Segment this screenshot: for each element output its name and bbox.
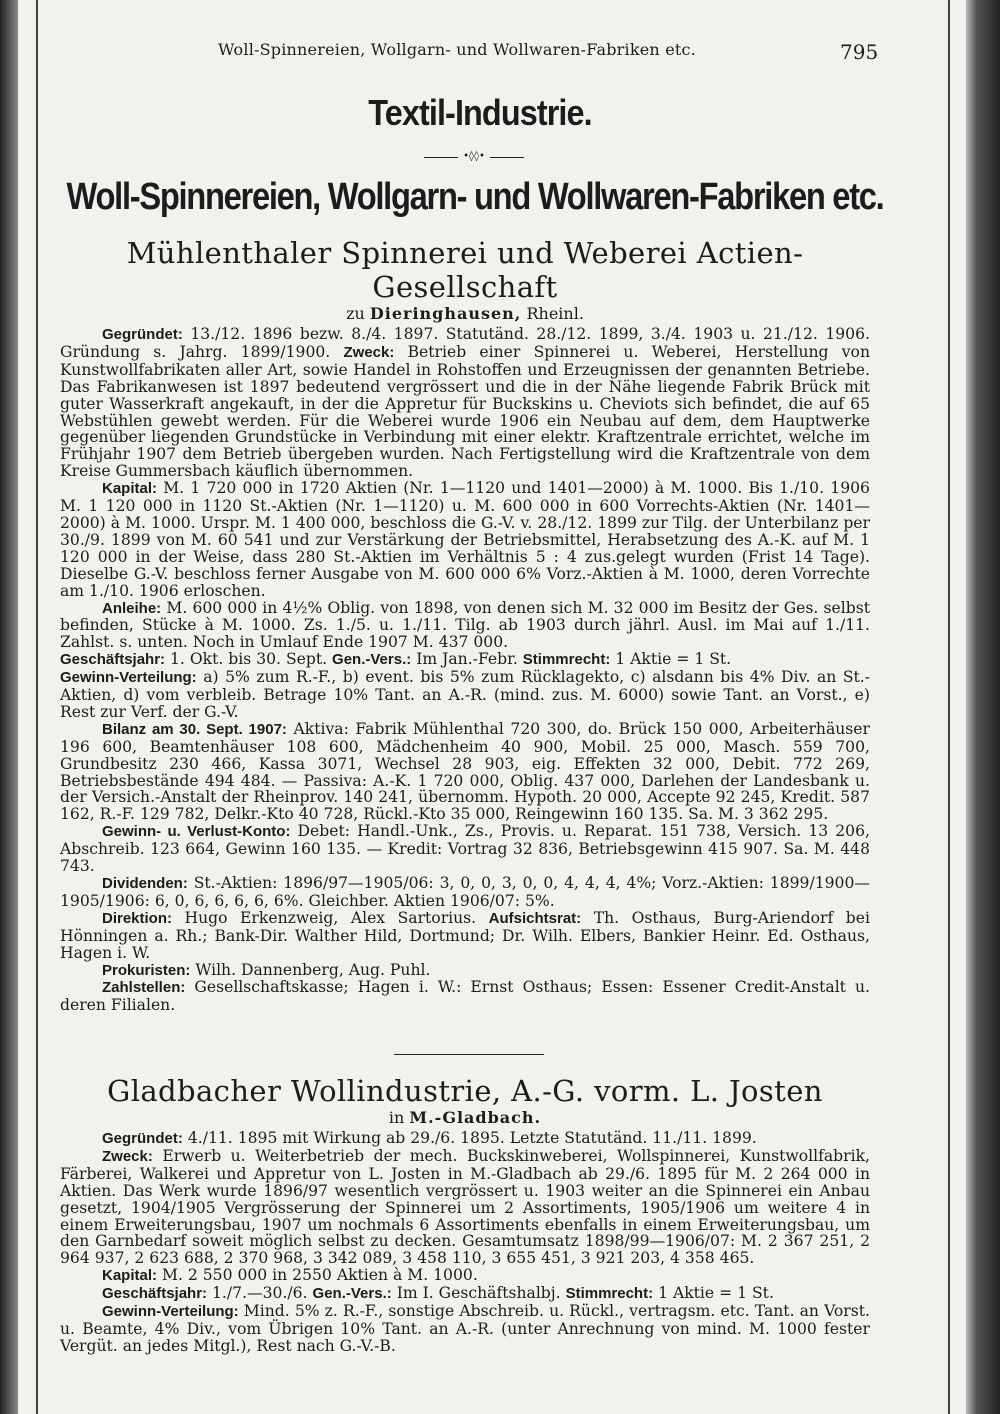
entry-anleihe: Anleihe: M. 600 000 in 4½% Oblig. von 1898, von denen sich M. 32 000 im Besitz der Ges. selbst befinden, Stücke à M. 1000. Zs. 1./5. u. 1./11. Tilg. ab 1903 durch jährl. Ausl. im Mai auf 1./11. Zahlst. s. unten. Noch in Umlauf Ende 1907 M. 437 000. xyxy=(60,598,870,652)
ornament-divider: •◊◊• xyxy=(424,150,524,164)
entry-geschaeftsjahr: Geschäftsjahr: 1. Okt. bis 30. Sept. Gen.-Vers.: Im Jan.-Febr. Stimmrecht: 1 Aktie = 1 St. xyxy=(60,650,732,669)
entry-geschaeftsjahr: Geschäftsjahr: 1./7.—30./6. Gen.-Vers.: Im I. Geschäftshalbj. Stimmrecht: 1 Aktie = 1 St. xyxy=(102,1284,774,1303)
company-name: Mühlenthaler Spinnerei und Weberei Actien-Gesellschaft xyxy=(126,236,804,304)
entry-zweck: Zweck: Erwerb u. Weiterbetrieb der mech. Buckskinweberei, Wollspinnerei, Kunstwollfabrik, Färberei, Walkerei und Appretur von L. Josten in M.-Gladbach ab 29./6. 1895 für M. 2 264 000 in Aktien. Das Werk wurde 1896/97 wesentlich vergrössert u. 1903 weiter an die Spinnerei ein Anbau gesetzt, 1904/1905 Vergrösserung der Spinnerei um 2 Assortiments, 1905/1906 um weitere 4 in einem Erweiterungsbau, 1907 um nochmals 6 Assortiments ebenfalls in einem Erweiterungsbau, um den Garnbedarf soweit möglich selbst zu decken. Gesamtumsatz 1898/99—1906/07: M. 2 367 251, 2 964 937, 2 623 688, 2 370 968, 3 342 089, 3 458 110, 3 655 451, 3 921 203, 4 358 465. xyxy=(60,1146,870,1268)
entry-kapital: Kapital: M. 2 550 000 in 2550 Aktien à M. 1000. xyxy=(102,1266,478,1285)
company-details xyxy=(60,326,870,1014)
entry-gewinn-verteilung: Gewinn-Verteilung: a) 5% zum R.-F., b) event. bis 5% zum Rücklagekto, c) alsdann bis 4% Div. an St.-Aktien, d) vom verbleib. Betrage 10% Tant. an A.-R. (mind. zus. M. 6000) sowie Tant. an Vorst., e) Rest zur Verf. der G.-V. xyxy=(60,668,870,721)
location-suffix: Rheinl. xyxy=(526,304,584,323)
company-entry-gladbacher xyxy=(60,1074,870,1355)
entry-kapital: Kapital: M. 1 720 000 in 1720 Aktien (Nr. 1—1120 und 1401—2000) à M. 1000. Bis 1./10. 1906 M. 1 120 000 in 1120 St.-Aktien (Nr. 1—1120) u. M. 600 000 in 600 Vorrechts-Aktien (Nr. 1401—2000) à M. 1000. Urspr. M. 1 400 000, beschloss die G.-V. v. 28./12. 1899 zur Tilg. der Unterbilanz per 30./9. 1899 von M. 60 541 und zur Verstärkung der Betriebsmittel, Herabsetzung des A.-K. auf M. 1 120 000 in der Weise, dass 280 St.-Aktien im Verhältnis 5 : 4 zus.gelegt wurden (Frist 14 Tage). Dieselbe G.-V. beschloss ferner Ausgabe von M. 600 000 6% Vorz.-Aktien à M. 1000, deren Vorrechte am 1./10. 1906 erloschen. xyxy=(60,479,870,600)
scan-edge-right xyxy=(966,0,1000,1414)
location-prefix: in xyxy=(388,1108,405,1127)
company-location xyxy=(60,304,870,323)
entry-gewinn-verteilung: Gewinn-Verteilung: Mind. 5% z. R.-F., sonstige Abschreib. u. Rückl., vertragsm. etc. Tant. an Vorst. u. Beamte, 4% Div., vom Übrigen 10% Tant. an A.-R. (unter Anrechnung von mind. M. 1000 fester Vergüt. an jedes Mitgl.), Rest nach G.-V.-B. xyxy=(60,1302,870,1355)
location-prefix: zu xyxy=(346,304,365,323)
running-head: Woll-Spinnereien, Wollgarn- und Wollwaren-Fabriken etc. xyxy=(218,40,696,59)
entry-bilanz: Bilanz am 30. Sept. 1907: Aktiva: Fabrik Mühlenthal 720 300, do. Brück 150 000, Arbeiterhäuser 196 600, Beamtenhäuser 108 600, Mädchenheim 40 900, Mobil. 25 000, Masch. 559 700, Grundbesitz 230 466, Kassa 3071, Wechsel 28 903, eig. Effekten 32 000, Debit. 772 269, Betriebsbestände 494 484. — Passiva: A.-K. 1 720 000, Oblig. 437 000, Darlehen der Landesbank u. der Versich.-Anstalt der Rheinprov. 140 241, übernomm. Hypoth. 20 000, Accepte 92 245, Kredit. 587 162, R.-F. 129 782, Delkr.-Kto 40 728, Rückl.-Kto 35 000, Reingewinn 160 135. Sa. M. 3 362 295. xyxy=(60,719,870,824)
entry-direktion: Direktion: Hugo Erkenzweig, Alex Sartorius. Aufsichtsrat: Th. Osthaus, Burg-Ariendorf bei Hönningen a. Rh.; Bank-Dir. Walther Hild, Dortmund; Dr. Wilh. Elbers, Bankier Heinr. Ed. Osthaus, Hagen i. W. xyxy=(60,908,870,962)
margin-line-left xyxy=(36,0,38,1414)
entry-gegruendet: Gegründet: 13./12. 1896 bezw. 8./4. 1897. Statutänd. 28./12. 1899, 3./4. 1903 u. 21./12. 1906. Gründung s. Jahrg. 1899/1900. Zweck: Betrieb einer Spinnerei u. Weberei, Herstellung von Kunstwollfabrikaten aller Art, sowie Handel in Rohstoffen und Erzeugnissen der genannten Betriebe. Das Fabrikanwesen ist 1897 bedeutend vergrössert und die in der Nähe liegende Fabrik Brück mit guter Wasserkraft angekauft, in der die Appretur für Buckskins u. Cheviots sich befindet, die auf 65 Webstühlen gewebt werden. Für die Weberei wurde 1906 ein Neubau auf dem, dem Hauptwerke gegenüber liegenden Grundstücke in Verbindung mit einer elektr. Kraftzentrale errichtet, welche im Frühjahr 1907 dem Betrieb übergeben wurden. Nach Fertigstellung wird die Kraftzentrale von dem Kreise Gummersbach käuflich übernommen. xyxy=(60,325,870,481)
scan-edge-left xyxy=(0,0,18,1414)
location-place: M.-Gladbach. xyxy=(409,1108,542,1127)
subsection-title: Woll-Spinnereien, Wollgarn- und Wollwaren-Fabriken etc. xyxy=(66,176,884,218)
entry-prokuristen: Prokuristen: Wilh. Dannenberg, Aug. Puhl. xyxy=(102,960,431,979)
margin-line-right xyxy=(948,0,950,1414)
location-place: Dieringhausen, xyxy=(369,304,522,323)
company-location xyxy=(60,1108,870,1127)
entry-dividenden: Dividenden: St.-Aktien: 1896/97—1905/06: 3, 0, 0, 3, 0, 0, 4, 4, 4, 4%; Vorz.-Aktien: 1899/1900—1905/1906: 6, 0, 6, 6, 6, 6, 6%. Gleichber. Aktien 1906/07: 5%. xyxy=(60,874,870,910)
entry-zahlstellen: Zahlstellen: Gesellschaftskasse; Hagen i. W.: Ernst Osthaus; Essen: Essener Credit-Anstalt u. deren Filialen. xyxy=(60,978,870,1015)
entry-gegruendet: Gegründet: 4./11. 1895 mit Wirkung ab 29./6. 1895. Letzte Statutänd. 11./11. 1899. xyxy=(102,1129,757,1147)
company-name: Gladbacher Wollindustrie, A.-G. vorm. L. Josten xyxy=(107,1074,823,1108)
section-title: Textil-Industrie. xyxy=(368,92,592,133)
page-number: 795 xyxy=(840,40,879,64)
section-separator-rule xyxy=(394,1054,544,1055)
company-details xyxy=(60,1130,870,1355)
company-entry-muehlenthaler xyxy=(60,236,870,1014)
entry-gewinn-verlust: Gewinn- u. Verlust-Konto: Debet: Handl.-Unk., Zs., Provis. u. Reparat. 151 738, Versich. 13 206, Abschreib. 123 664, Gewinn 160 135. — Kredit: Vortrag 32 836, Betriebsgewinn 415 907. Sa. M. 448 743. xyxy=(60,822,870,876)
